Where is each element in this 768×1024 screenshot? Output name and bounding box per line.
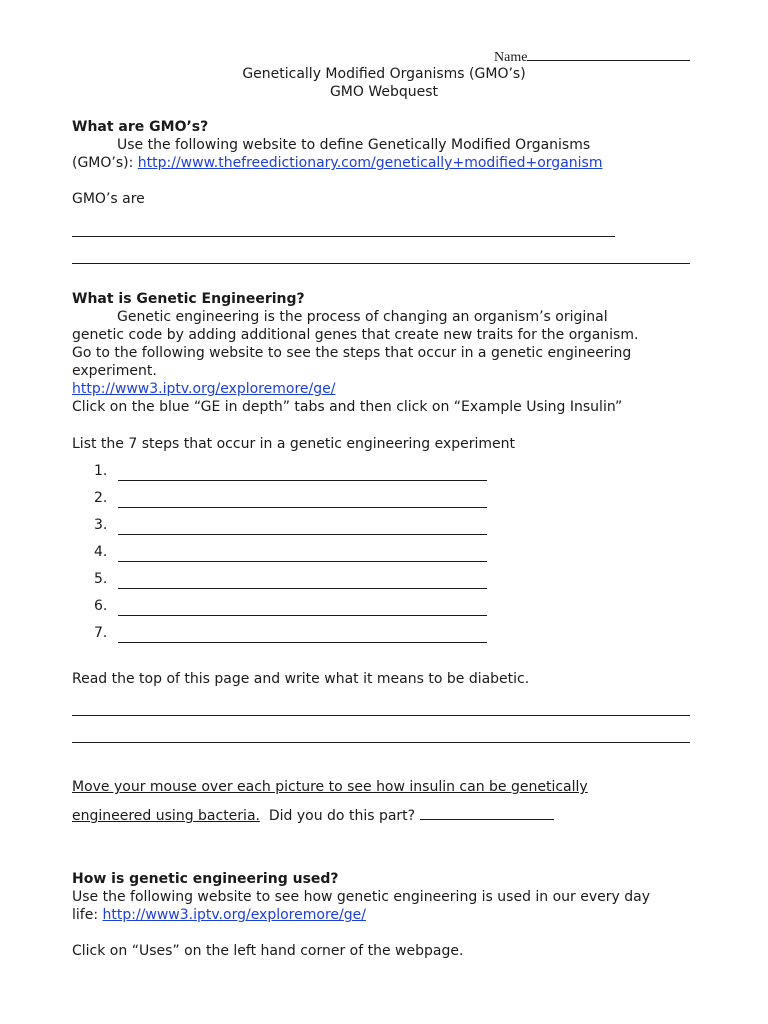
document-subtitle: GMO Webquest xyxy=(329,84,439,100)
diabetic-answer-line-1[interactable] xyxy=(72,715,690,716)
mouse-instruction-line1: Move your mouse over each picture to see how insulin can be genetically xyxy=(72,779,588,795)
section2-para-line1: Genetic engineering is the process of changing an organism’s original xyxy=(117,309,608,325)
section2-para-line3: Go to the following website to see the steps that occur in a genetic engineering xyxy=(72,345,632,361)
step-answer-line[interactable] xyxy=(118,507,487,508)
section2-instruction: Click on the blue “GE in depth” tabs and then click on “Example Using Insulin” xyxy=(72,399,623,415)
iptv-uses-link[interactable]: http://www3.iptv.org/exploremore/ge/ xyxy=(102,907,366,923)
step-answer-line[interactable] xyxy=(118,534,487,535)
step-answer-line[interactable] xyxy=(118,561,487,562)
section1-intro-prefix: (GMO’s): xyxy=(72,155,138,171)
gmo-answer-line-1[interactable] xyxy=(72,236,615,237)
iptv-ge-link[interactable]: http://www3.iptv.org/exploremore/ge/ xyxy=(72,381,336,397)
diabetic-prompt: Read the top of this page and write what it means to be diabetic. xyxy=(72,671,530,687)
step-answer-line[interactable] xyxy=(118,588,487,589)
section-heading-uses: How is genetic engineering used? xyxy=(72,871,339,887)
did-you-do-question: Did you do this part? xyxy=(259,808,416,824)
did-you-do-answer-line[interactable] xyxy=(420,805,554,820)
step-number: 2. xyxy=(94,490,108,506)
section3-line2 xyxy=(72,906,366,924)
diabetic-answer-line-2[interactable] xyxy=(72,742,690,743)
steps-list-prompt: List the 7 steps that occur in a genetic engineering experiment xyxy=(72,436,516,452)
step-number: 3. xyxy=(94,517,108,533)
step-number: 6. xyxy=(94,598,108,614)
document-title: Genetically Modified Organisms (GMO’s) xyxy=(242,66,526,82)
step-number: 5. xyxy=(94,571,108,587)
name-label: Name xyxy=(494,50,528,65)
step-number: 4. xyxy=(94,544,108,560)
section-heading-gmo: What are GMO’s? xyxy=(72,119,209,135)
section1-intro-line2 xyxy=(72,154,602,172)
section2-para-line2: genetic code by adding additional genes that create new traits for the organism. xyxy=(72,327,639,343)
section3-line1: Use the following website to see how genetic engineering is used in our every day xyxy=(72,889,651,905)
section2-para-line4: experiment. xyxy=(72,363,157,379)
section3-line2-prefix: life: xyxy=(72,907,103,923)
gmo-answer-line-2[interactable] xyxy=(72,263,690,264)
step-number: 1. xyxy=(94,463,108,479)
section1-intro-line1: Use the following website to define Genetically Modified Organisms xyxy=(117,137,591,153)
step-answer-line[interactable] xyxy=(118,480,487,481)
step-answer-line[interactable] xyxy=(118,615,487,616)
step-answer-line[interactable] xyxy=(118,642,487,643)
name-blank-line[interactable] xyxy=(527,48,690,61)
step-number: 7. xyxy=(94,625,108,641)
mouse-instruction-underlined: engineered using bacteria. xyxy=(72,808,260,824)
section-heading-genetic-engineering: What is Genetic Engineering? xyxy=(72,291,305,307)
freedictionary-link[interactable]: http://www.thefreedictionary.com/genetically+modified+organism xyxy=(137,155,603,171)
mouse-instruction-line2 xyxy=(72,805,554,825)
gmo-definition-prompt: GMO’s are xyxy=(72,191,145,207)
uses-instruction: Click on “Uses” on the left hand corner of the webpage. xyxy=(72,943,464,959)
section2-link-row xyxy=(72,380,335,398)
